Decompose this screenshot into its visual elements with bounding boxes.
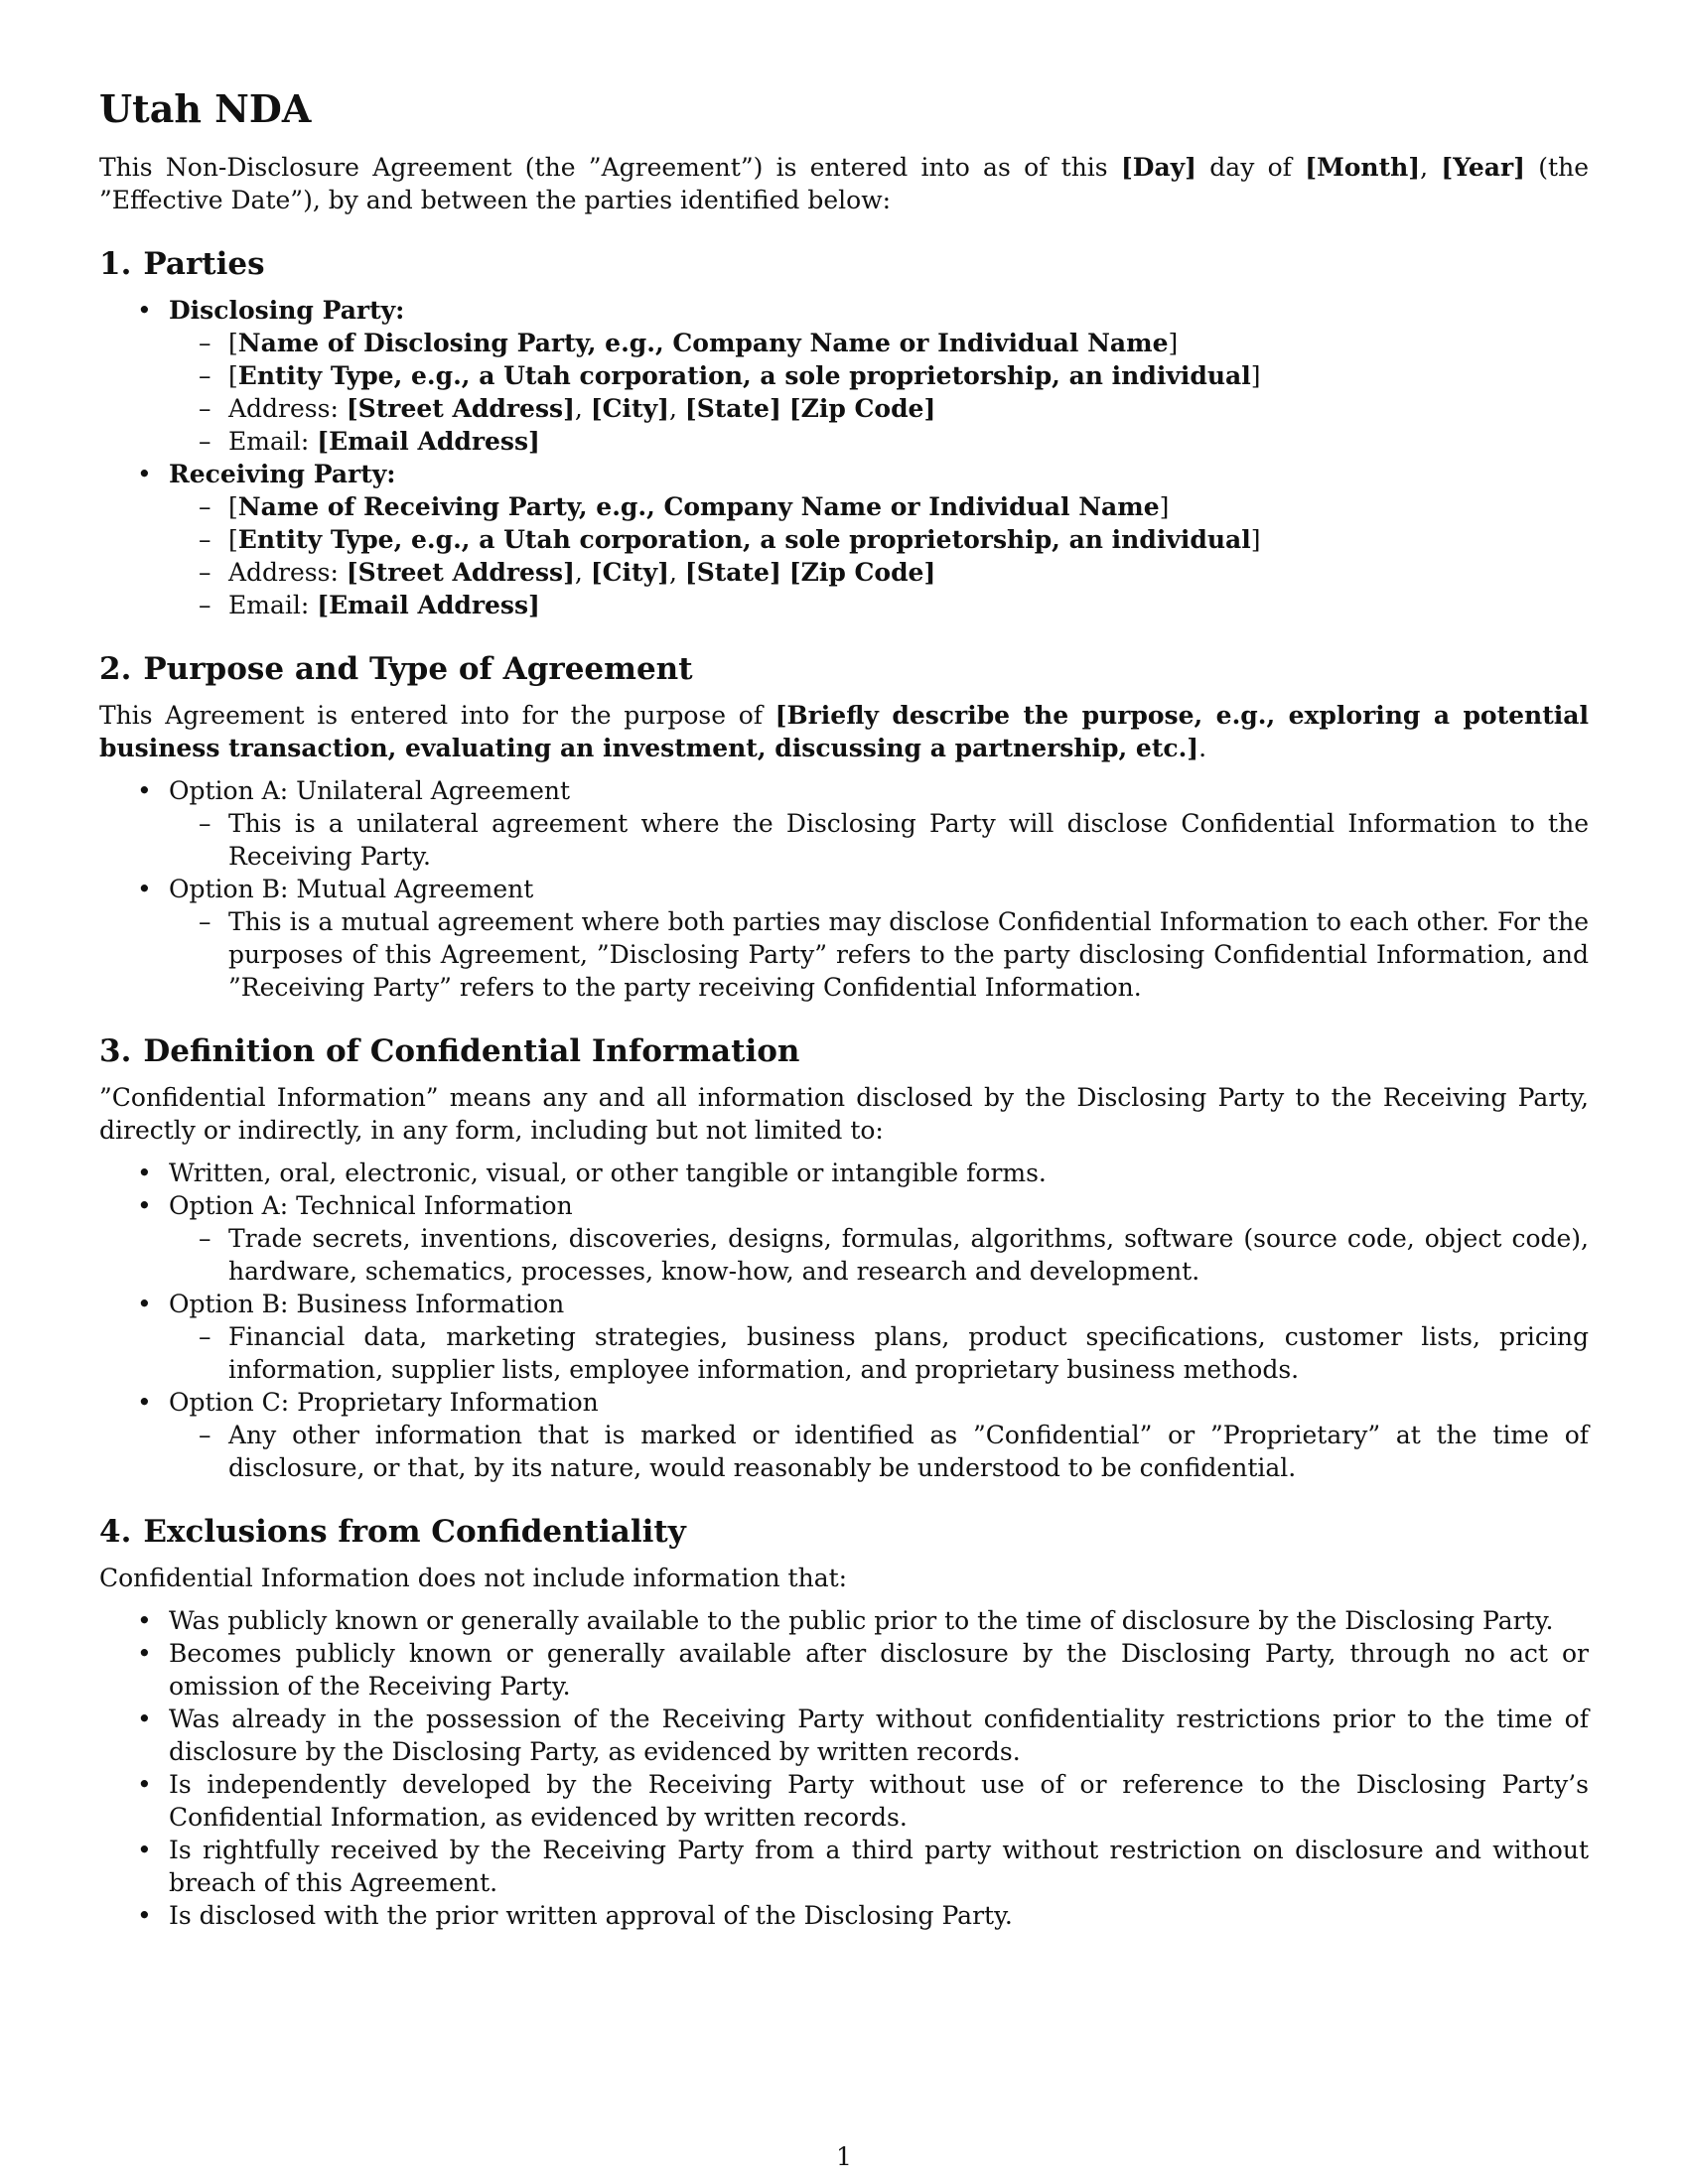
section-title: Purpose and Type of Agreement — [143, 651, 693, 687]
year-placeholder: [Year] — [1441, 153, 1525, 182]
option-label: • Option A: Technical Information — [169, 1191, 573, 1220]
option-detail: – This is a mutual agreement where both parties may disclose Confidential Information to each other. For the purposes of this Agreement, ”Disclosing Party” refers to the party disclosing Confidential Information, and ”Receiving Party” refers to the party receiving Confidential Information. — [169, 905, 1589, 1004]
state-placeholder: [State] — [684, 394, 781, 423]
option-detail: – Financial data, marketing strategies, business plans, product specifications, customer lists, pricing information, supplier lists, employee information, and proprietary business methods. — [169, 1320, 1589, 1386]
month-placeholder: [Month] — [1305, 153, 1421, 182]
list-item — [99, 1703, 1589, 1768]
section-title: Definition of Confidential Information — [143, 1033, 800, 1069]
zip-placeholder: [Zip Code] — [788, 394, 936, 423]
intro-text: , — [1420, 153, 1442, 182]
exclusion-text: • Is rightfully received by the Receiving Party from a third party without restriction on disclosure and without breach of this Agreement. — [169, 1836, 1589, 1897]
section-title: Exclusions from Confidentiality — [143, 1514, 686, 1550]
email-placeholder: [Email Address] — [317, 427, 540, 456]
list-item — [99, 1157, 1589, 1189]
receiving-party-name: – [Name of Receiving Party, e.g., Company Name or Individual Name] — [169, 490, 1589, 523]
email-placeholder: [Email Address] — [317, 591, 540, 619]
purpose-placeholder: [Briefly describe the purpose, e.g., exploring a potential business transaction, evaluating an investment, discussing a partnership, etc.] — [99, 701, 1589, 762]
separator — [781, 558, 789, 587]
option-label: • Option B: Business Information — [169, 1290, 565, 1318]
section-heading-purpose — [99, 649, 1589, 689]
disclosing-party-entity: – [Entity Type, e.g., a Utah corporation, a sole proprietorship, an individual] — [169, 359, 1589, 392]
option-details — [169, 1419, 1589, 1484]
forms-text: • Written, oral, electronic, visual, or other tangible or intangible forms. — [169, 1159, 1047, 1187]
section-heading-definition — [99, 1031, 1589, 1071]
exclusion-text: • Was already in the possession of the Receiving Party without confidentiality restrictions prior to the time of disclosure by the Disclosing Party, as evidenced by written records. — [169, 1705, 1589, 1766]
disclosing-party-name: – [Name of Disclosing Party, e.g., Company Name or Individual Name] — [169, 327, 1589, 359]
list-item — [99, 774, 1589, 873]
exclusion-text: • Becomes publicly known or generally available after disclosure by the Disclosing Party, through no act or omission of the Receiving Party. — [169, 1639, 1589, 1701]
receiving-party-entity: – [Entity Type, e.g., a Utah corporation, a sole proprietorship, an individual] — [169, 523, 1589, 556]
receiving-party-address — [169, 556, 1589, 589]
exclusion-text: • Was publicly known or generally available to the public prior to the time of disclosure by the Disclosing Party. — [169, 1606, 1554, 1635]
disclosing-party-label: Disclosing Party: — [169, 296, 405, 325]
zip-placeholder: [Zip Code] — [788, 558, 936, 587]
section-number: 4. — [99, 1514, 132, 1550]
page-number: 1 — [836, 2142, 852, 2171]
intro-text: This Non-Disclosure Agreement (the ”Agreement”) is entered into as of this — [99, 153, 1121, 182]
receiving-party-label: Receiving Party: — [169, 460, 396, 488]
day-placeholder: [Day] — [1120, 153, 1196, 182]
option-detail: – Any other information that is marked or identified as ”Confidential” or ”Proprietary” at the time of disclosure, or that, by its nature, would reasonably be understood to be confidential. — [169, 1419, 1589, 1484]
separator: , — [574, 558, 591, 587]
option-label: • Option C: Proprietary Information — [169, 1388, 599, 1417]
parties-list — [99, 294, 1589, 621]
option-label: • Option A: Unilateral Agreement — [169, 776, 571, 805]
definition-paragraph: ”Confidential Information” means any and all information disclosed by the Disclosing Party to the Receiving Party, directly or indirectly, in any form, including but not limited to: — [99, 1083, 1589, 1145]
list-item — [99, 1189, 1589, 1288]
list-item — [99, 1834, 1589, 1899]
exclusions-list — [99, 1604, 1589, 1932]
agreement-type-list — [99, 774, 1589, 1004]
intro-text: (the ”Effective Date”), by and between the parties identified below: — [99, 153, 1589, 214]
section-number: 1. — [99, 246, 132, 282]
disclosing-party-item — [99, 294, 1589, 458]
state-placeholder: [State] — [684, 558, 781, 587]
section-heading-parties — [99, 244, 1589, 284]
option-detail: – This is a unilateral agreement where the Disclosing Party will disclose Confidential Information to the Receiving Party. — [169, 807, 1589, 873]
city-placeholder: [City] — [590, 558, 669, 587]
list-item — [99, 1386, 1589, 1484]
intro-paragraph — [99, 151, 1589, 216]
exclusions-intro: Confidential Information does not include information that: — [99, 1564, 848, 1592]
purpose-text: This Agreement is entered into for the purpose of — [99, 701, 775, 730]
option-details — [169, 807, 1589, 873]
separator: , — [668, 394, 685, 423]
list-item — [99, 1637, 1589, 1703]
disclosing-party-address — [169, 392, 1589, 425]
separator — [781, 394, 789, 423]
option-details — [169, 1222, 1589, 1288]
list-item — [99, 873, 1589, 1004]
entity-placeholder: Entity Type, e.g., a Utah corporation, a sole proprietorship, an individual — [237, 525, 1251, 554]
receiving-party-item — [99, 458, 1589, 621]
address-label: Address: — [228, 394, 347, 423]
exclusion-text: • Is disclosed with the prior written approval of the Disclosing Party. — [169, 1901, 1013, 1930]
city-placeholder: [City] — [590, 394, 669, 423]
section-title: Parties — [143, 246, 265, 282]
name-placeholder: Name of Receiving Party, e.g., Company Name or Individual Name — [237, 492, 1160, 521]
email-label: Email: — [228, 427, 318, 456]
street-placeholder: [Street Address] — [346, 394, 575, 423]
option-detail: – Trade secrets, inventions, discoveries, designs, formulas, algorithms, software (source code, object code), hardware, schematics, processes, know-how, and research and development. — [169, 1222, 1589, 1288]
disclosing-party-details — [169, 327, 1589, 458]
entity-placeholder: Entity Type, e.g., a Utah corporation, a sole proprietorship, an individual — [237, 361, 1251, 390]
document-page — [99, 85, 1589, 1932]
option-details — [169, 905, 1589, 1004]
section-heading-exclusions — [99, 1512, 1589, 1552]
receiving-party-email — [169, 589, 1589, 621]
confidential-info-list — [99, 1157, 1589, 1484]
address-label: Address: — [228, 558, 347, 587]
list-item — [99, 1604, 1589, 1637]
exclusion-text: • Is independently developed by the Receiving Party without use of or reference to the Disclosing Party’s Confidential Information, as evidenced by written records. — [169, 1770, 1589, 1832]
list-item — [99, 1768, 1589, 1834]
name-placeholder: Name of Disclosing Party, e.g., Company Name or Individual Name — [237, 329, 1169, 357]
purpose-text: . — [1198, 734, 1207, 762]
receiving-party-details — [169, 490, 1589, 621]
separator: , — [574, 394, 591, 423]
section-number: 3. — [99, 1033, 132, 1069]
list-item — [99, 1288, 1589, 1386]
option-label: • Option B: Mutual Agreement — [169, 875, 534, 903]
option-details — [169, 1320, 1589, 1386]
street-placeholder: [Street Address] — [346, 558, 575, 587]
separator: , — [668, 558, 685, 587]
purpose-paragraph — [99, 699, 1589, 764]
document-title: Utah NDA — [99, 86, 312, 131]
section-number: 2. — [99, 651, 132, 687]
list-item — [99, 1899, 1589, 1932]
disclosing-party-email — [169, 425, 1589, 458]
intro-text: day of — [1196, 153, 1306, 182]
email-label: Email: — [228, 591, 318, 619]
